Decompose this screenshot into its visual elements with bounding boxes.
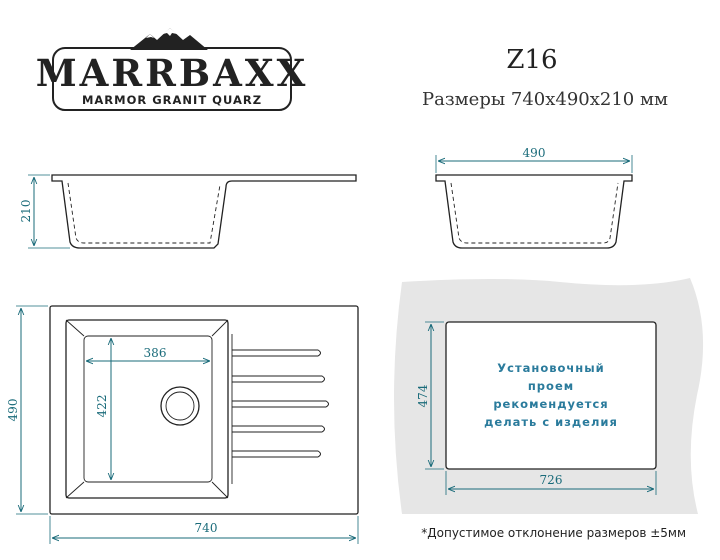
bowl-height-label: 422 [95,394,109,418]
cutout-height-label: 474 [416,384,430,408]
cutout-template [394,278,703,514]
front-view-width-label: 490 [522,146,546,160]
drain-hole [161,387,199,425]
cutout-width-label: 726 [539,473,563,487]
tolerance-footnote: *Допустимое отклонение размеров ±5мм [421,526,686,540]
cutout-opening [446,322,656,469]
side-view [19,175,356,248]
top-view-height-label: 490 [6,398,20,422]
top-view-width-label: 740 [194,521,218,535]
logo-tagline: MARMOR GRANIT QUARZ [81,93,263,107]
model-name: Z16 [506,45,558,75]
sink-dimensions: Размеры 740x490x210 мм [422,89,668,110]
drainboard-grooves [232,334,329,484]
side-view-height-label: 210 [19,199,33,223]
logo-brand-name: MARRBAXX [35,51,309,95]
cutout-note-line-3: рекомендуется [493,397,609,411]
cutout-note-line-4: делать с изделия [484,415,618,429]
cutout-note-line-1: Установочный [497,361,605,375]
top-view [6,306,358,544]
cutout-note-line-2: проем [527,379,575,393]
bowl-width-label: 386 [143,346,167,360]
front-view [436,146,632,248]
brand-logo [36,28,309,110]
